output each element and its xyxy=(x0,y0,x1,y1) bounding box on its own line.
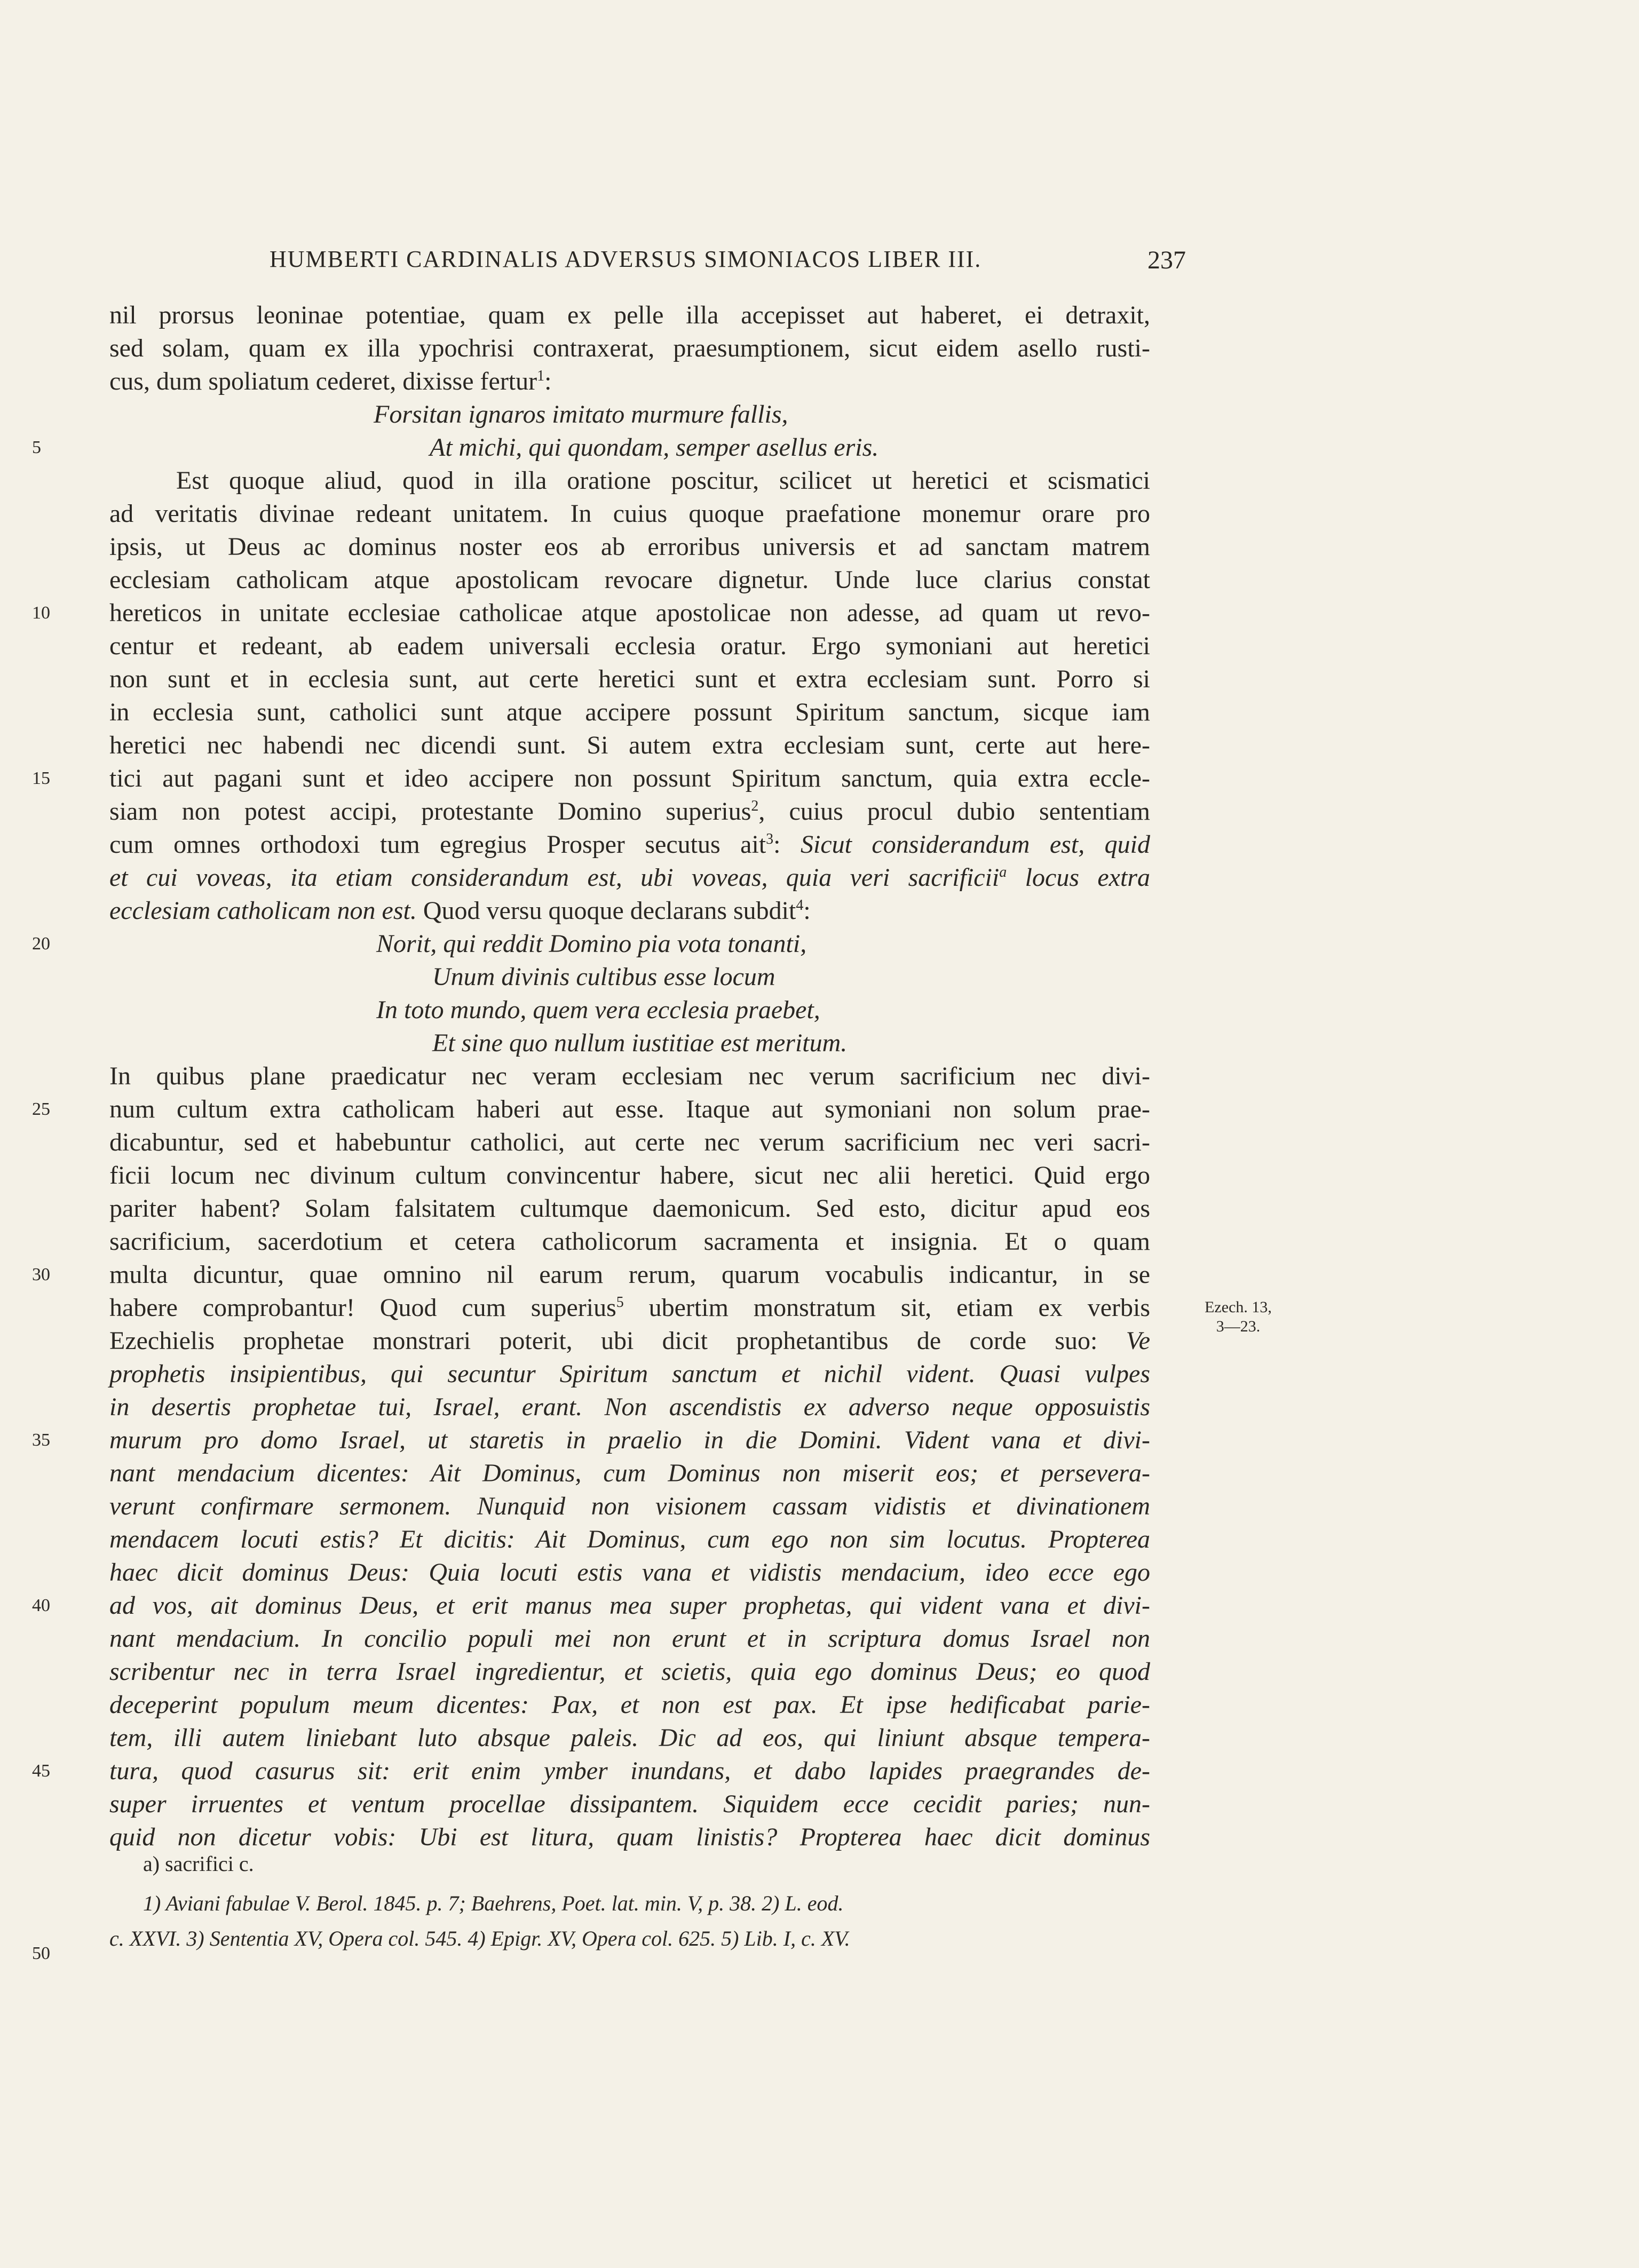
text-line: pariter habent? Solam falsitatem cultumque daemonicum. Sed esto, dicitur apud eos xyxy=(109,1194,1150,1223)
text-line: num cultum extra catholicam haberi aut esse. Itaque aut symoniani non solum prae- xyxy=(109,1095,1150,1123)
line-number: 20 xyxy=(32,934,50,954)
text-line: mendacem locuti estis? Et dicitis: Ait Dominus, cum ego non sim locutus. Propterea xyxy=(109,1525,1150,1553)
footnote-ref: 2 xyxy=(751,798,759,814)
text-line: In quibus plane praedicatur nec veram ecclesiam nec verum sacrificium nec divi- xyxy=(109,1062,1150,1090)
footnote-ref: 3 xyxy=(766,831,774,847)
text-line: in ecclesia sunt, catholici sunt atque accipere possunt Spiritum sanctum, sicque iam xyxy=(109,698,1150,726)
text-line: multa dicuntur, quae omnino nil earum rerum, quarum vocabulis indicantur, in se xyxy=(109,1260,1150,1289)
footnote-line: 1) Aviani fabulae V. Berol. 1845. p. 7; Baehrens, Poet. lat. min. V, p. 38. 2) L. eod. xyxy=(143,1891,844,1915)
text-line: Est quoque aliud, quod in illa oratione poscitur, scilicet ut heretici et scismatici xyxy=(176,466,1150,495)
margin-note-line: 3—23. xyxy=(1216,1318,1261,1335)
text-line: tura, quod casurus sit: erit enim ymber inundans, et dabo lapides praegrandes de- xyxy=(109,1757,1150,1785)
text-line: ad veritatis divinae redeant unitatem. In cuius quoque praefatione monemur orare pro xyxy=(109,499,1150,528)
line-number: 30 xyxy=(32,1265,50,1284)
line-number: 45 xyxy=(32,1761,50,1781)
text-line: deceperint populum meum dicentes: Pax, et non est pax. Et ipse hedificabat parie- xyxy=(109,1691,1150,1719)
text-line: haec dicit dominus Deus: Quia locuti estis vana et vidistis mendacium, ideo ecce ego xyxy=(109,1558,1150,1587)
text-line: heretici nec habendi nec dicendi sunt. Si autem extra ecclesiam sunt, certe aut here- xyxy=(109,731,1150,759)
text-line: nant mendacium. In concilio populi mei non erunt et in scriptura domus Israel non xyxy=(109,1624,1150,1653)
text-line: sacrificium, sacerdotium et cetera catholicorum sacramenta et insignia. Et o quam xyxy=(109,1227,1150,1256)
verse-line: Et sine quo nullum iustitiae est meritum. xyxy=(432,1029,848,1057)
text-line: cus, dum spoliatum cederet, dixisse fertur$^1$: xyxy=(109,367,552,395)
footnote-ref: 5 xyxy=(616,1294,624,1311)
line-number: 15 xyxy=(32,768,50,788)
footnote-ref: 4 xyxy=(796,897,804,914)
text-line: centur et redeant, ab eadem universali ecclesia oratur. Ergo symoniani aut heretici xyxy=(109,632,1150,660)
text-line: verunt confirmare sermonem. Nunquid non visionem cassam vidistis et divinationem xyxy=(109,1492,1150,1520)
verse-line: Unum divinis cultibus esse locum xyxy=(432,963,775,991)
text-line: tici aut pagani sunt et ideo accipere non possunt Spiritum sanctum, quia extra eccle- xyxy=(109,764,1150,792)
text-line: nil prorsus leoninae potentiae, quam ex pelle illa accepisset aut haberet, ei detraxit, xyxy=(109,301,1150,329)
line-number: 25 xyxy=(32,1099,50,1119)
text-line: sed solam, quam ex illa ypochrisi contraxerat, praesumptionem, sicut eidem asello rusti- xyxy=(109,334,1150,362)
text-line: super irruentes et ventum procellae dissipantem. Siquidem ecce cecidit paries; nun- xyxy=(109,1790,1150,1818)
footnote-ref: 1 xyxy=(537,368,545,384)
text-line: ad vos, ait dominus Deus, et erit manus mea super prophetas, qui vident vana et divi- xyxy=(109,1591,1150,1620)
text-line: quid non dicetur vobis: Ubi est litura, quam linistis? Propterea haec dicit dominus xyxy=(109,1823,1150,1851)
running-title: HUMBERTI CARDINALIS ADVERSUS SIMONIACOS LIBER III. xyxy=(270,246,982,272)
text-line: ipsis, ut Deus ac dominus noster eos ab erroribus universis et ad sanctam matrem xyxy=(109,533,1150,561)
verse-line: At michi, qui quondam, semper asellus eris. xyxy=(430,433,879,462)
line-number: 10 xyxy=(32,603,50,623)
text-line: scribentur nec in terra Israel ingredientur, et scietis, quia ego dominus Deus; eo quod xyxy=(109,1658,1150,1686)
apparatus-ref: a xyxy=(999,864,1007,881)
margin-note xyxy=(1198,1298,1278,1336)
verse-line: Norit, qui reddit Domino pia vota tonanti, xyxy=(376,930,807,958)
text-line: ecclesiam catholicam atque apostolicam revocare dignetur. Unde luce clarius constat xyxy=(109,566,1150,594)
text-line: murum pro domo Israel, ut staretis in praelio in die Domini. Vident vana et divi- xyxy=(109,1426,1150,1454)
text-line: nant mendacium dicentes: Ait Dominus, cum Dominus non miserit eos; et persevera- xyxy=(109,1459,1150,1487)
text-line: hereticos in unitate ecclesiae catholicae atque apostolicae non adesse, ad quam ut revo- xyxy=(109,599,1150,627)
verse-line: Forsitan ignaros imitato murmure fallis, xyxy=(374,400,788,429)
line-number: 50 xyxy=(32,1944,50,1963)
footnote-line: c. XXVI. 3) Sententia XV, Opera col. 545. 4) Epigr. XV, Opera col. 625. 5) Lib. I, c. XV. xyxy=(109,1926,850,1950)
text-line: prophetis insipientibus, qui secuntur Spiritum sanctum et nichil vident. Quasi vulpes xyxy=(109,1360,1150,1388)
line-number: 40 xyxy=(32,1596,50,1615)
text-line: ficii locum nec divinum cultum convincentur habere, sicut nec alii heretici. Quid ergo xyxy=(109,1161,1150,1189)
text-line: habere comprobantur! Quod cum superius$^5$ ubertim monstratum sit, etiam ex verbis xyxy=(109,1294,1151,1322)
text-line: non sunt et in ecclesia sunt, aut certe heretici sunt et extra ecclesiam sunt. Porro si xyxy=(109,665,1150,693)
text-line: cum omnes orthodoxi tum egregius Prosper secutus ait$^3$: Sicut considerandum est, quid xyxy=(109,830,1151,859)
text-line: ecclesiam catholicam non est. Quod versu quoque declarans subdit$^4$: xyxy=(109,897,811,925)
text-line: in desertis prophetae tui, Israel, erant. Non ascendistis ex adverso neque opposuistis xyxy=(109,1393,1150,1421)
verse-line: In toto mundo, quem vera ecclesia praebet, xyxy=(376,996,820,1024)
text-line: et cui voveas, ita etiam considerandum est, ubi voveas, quia veri sacrificii$^a$ locus extra xyxy=(109,863,1151,892)
text-line: dicabuntur, sed et habebuntur catholici, aut certe nec verum sacrificium nec veri sacri- xyxy=(109,1128,1150,1156)
text-line: siam non potest accipi, protestante Domino superius$^2$, cuius procul dubio sententiam xyxy=(109,797,1150,826)
text-line: Ezechielis prophetae monstrari poterit, ubi dicit prophetantibus de corde suo: Ve xyxy=(109,1327,1150,1355)
line-number: 5 xyxy=(32,438,41,457)
apparatus-note: a) sacrifici c. xyxy=(143,1852,254,1876)
page-number: 237 xyxy=(1147,246,1186,274)
margin-note-line: Ezech. 13, xyxy=(1205,1298,1272,1316)
text-line: tem, illi autem liniebant luto absque paleis. Dic ad eos, qui liniunt absque tempera- xyxy=(109,1724,1150,1752)
line-number: 35 xyxy=(32,1430,50,1450)
